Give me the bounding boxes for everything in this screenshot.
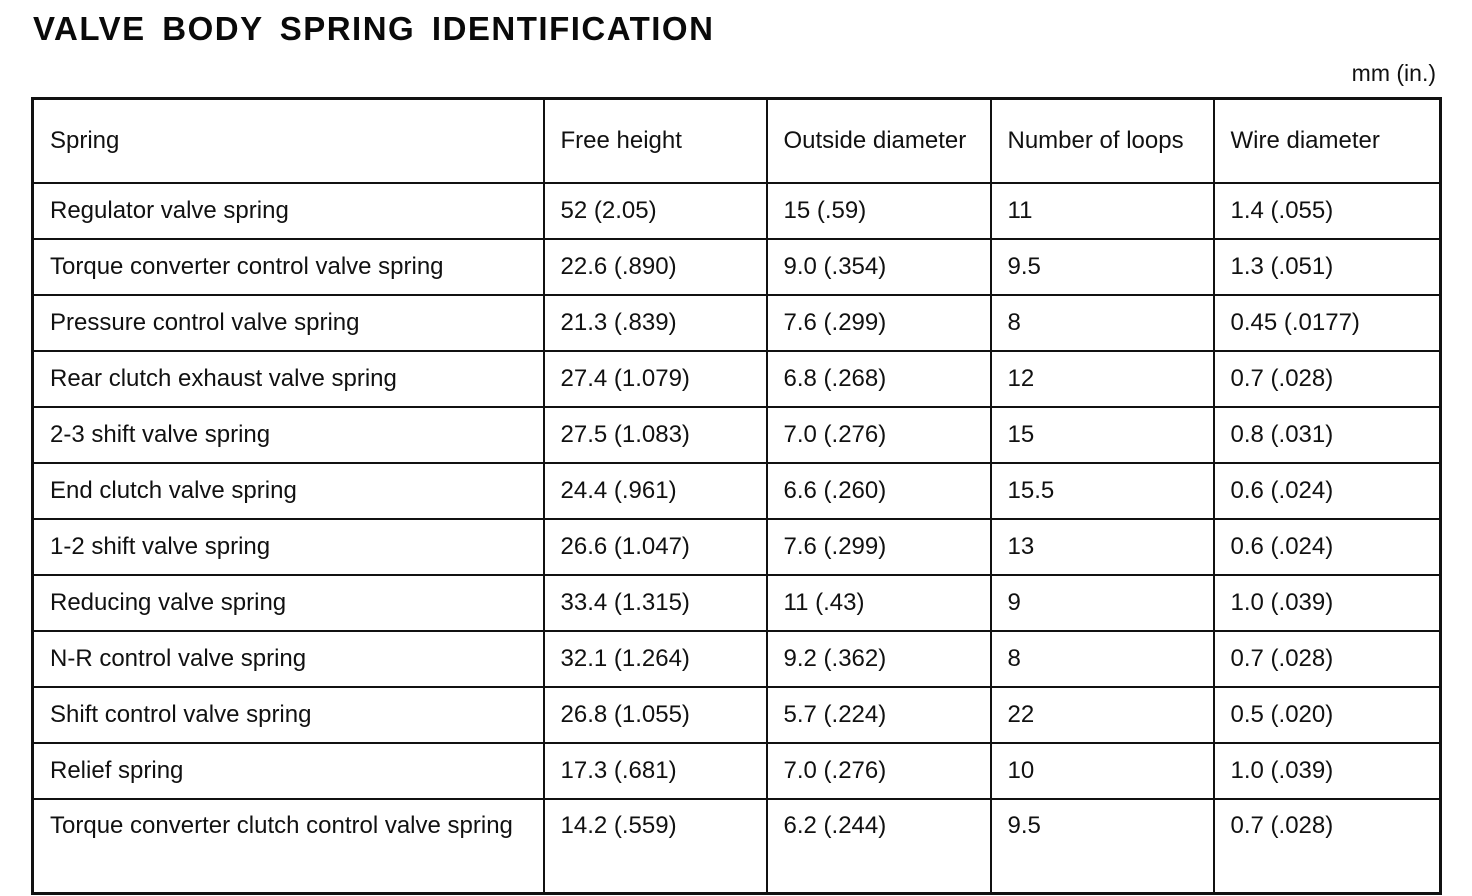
cell-number-of-loops: 8 <box>991 295 1214 351</box>
cell-number-of-loops: 9.5 <box>991 799 1214 894</box>
cell-outside-diameter: 11 (.43) <box>767 575 991 631</box>
cell-wire-diameter: 1.0 (.039) <box>1214 743 1441 799</box>
cell-wire-diameter: 0.6 (.024) <box>1214 463 1441 519</box>
cell-number-of-loops: 11 <box>991 183 1214 239</box>
table-row <box>33 743 1441 799</box>
cell-spring: Pressure control valve spring <box>33 295 544 351</box>
cell-wire-diameter: 1.3 (.051) <box>1214 239 1441 295</box>
cell-wire-diameter: 0.8 (.031) <box>1214 407 1441 463</box>
cell-free-height: 22.6 (.890) <box>544 239 767 295</box>
cell-wire-diameter: 0.6 (.024) <box>1214 519 1441 575</box>
cell-free-height: 27.5 (1.083) <box>544 407 767 463</box>
cell-free-height: 32.1 (1.264) <box>544 631 767 687</box>
cell-free-height: 33.4 (1.315) <box>544 575 767 631</box>
header-free-height: Free height <box>544 99 767 184</box>
cell-number-of-loops: 8 <box>991 631 1214 687</box>
header-outside-diameter: Outside diameter <box>767 99 991 184</box>
table-row <box>33 351 1441 407</box>
cell-outside-diameter: 7.0 (.276) <box>767 407 991 463</box>
cell-free-height: 17.3 (.681) <box>544 743 767 799</box>
header-spring: Spring <box>33 99 544 184</box>
cell-outside-diameter: 7.6 (.299) <box>767 519 991 575</box>
cell-number-of-loops: 13 <box>991 519 1214 575</box>
cell-number-of-loops: 9.5 <box>991 239 1214 295</box>
cell-outside-diameter: 6.8 (.268) <box>767 351 991 407</box>
cell-outside-diameter: 7.6 (.299) <box>767 295 991 351</box>
table-row <box>33 687 1441 743</box>
cell-number-of-loops: 22 <box>991 687 1214 743</box>
spring-spec-table <box>31 97 1442 895</box>
cell-spring: Rear clutch exhaust valve spring <box>33 351 544 407</box>
cell-spring: 2-3 shift valve spring <box>33 407 544 463</box>
cell-spring: Torque converter clutch control valve spring <box>33 799 544 894</box>
cell-outside-diameter: 7.0 (.276) <box>767 743 991 799</box>
cell-outside-diameter: 6.6 (.260) <box>767 463 991 519</box>
cell-outside-diameter: 6.2 (.244) <box>767 799 991 894</box>
table-row <box>33 631 1441 687</box>
table-row <box>33 407 1441 463</box>
cell-free-height: 52 (2.05) <box>544 183 767 239</box>
units-label: mm (in.) <box>1351 60 1436 86</box>
table-row <box>33 239 1441 295</box>
cell-outside-diameter: 9.2 (.362) <box>767 631 991 687</box>
cell-wire-diameter: 0.5 (.020) <box>1214 687 1441 743</box>
table-row <box>33 183 1441 239</box>
cell-number-of-loops: 9 <box>991 575 1214 631</box>
cell-spring: Shift control valve spring <box>33 687 544 743</box>
table-header <box>33 99 1441 184</box>
cell-free-height: 21.3 (.839) <box>544 295 767 351</box>
cell-spring: N-R control valve spring <box>33 631 544 687</box>
cell-spring: Torque converter control valve spring <box>33 239 544 295</box>
cell-free-height: 26.6 (1.047) <box>544 519 767 575</box>
cell-free-height: 14.2 (.559) <box>544 799 767 894</box>
table-row <box>33 295 1441 351</box>
cell-wire-diameter: 1.4 (.055) <box>1214 183 1441 239</box>
cell-free-height: 26.8 (1.055) <box>544 687 767 743</box>
cell-spring: Regulator valve spring <box>33 183 544 239</box>
cell-free-height: 24.4 (.961) <box>544 463 767 519</box>
cell-wire-diameter: 1.0 (.039) <box>1214 575 1441 631</box>
header-number-of-loops: Number of loops <box>991 99 1214 184</box>
table-body <box>33 183 1441 894</box>
table-row <box>33 463 1441 519</box>
cell-outside-diameter: 5.7 (.224) <box>767 687 991 743</box>
cell-spring: 1-2 shift valve spring <box>33 519 544 575</box>
cell-number-of-loops: 15 <box>991 407 1214 463</box>
cell-free-height: 27.4 (1.079) <box>544 351 767 407</box>
cell-number-of-loops: 15.5 <box>991 463 1214 519</box>
page-title: VALVE BODY SPRING IDENTIFICATION <box>33 10 715 47</box>
cell-spring: End clutch valve spring <box>33 463 544 519</box>
cell-number-of-loops: 10 <box>991 743 1214 799</box>
table-row <box>33 575 1441 631</box>
header-wire-diameter: Wire diameter <box>1214 99 1441 184</box>
cell-spring: Relief spring <box>33 743 544 799</box>
table-row <box>33 519 1441 575</box>
cell-outside-diameter: 9.0 (.354) <box>767 239 991 295</box>
cell-wire-diameter: 0.7 (.028) <box>1214 799 1441 894</box>
cell-outside-diameter: 15 (.59) <box>767 183 991 239</box>
cell-wire-diameter: 0.7 (.028) <box>1214 631 1441 687</box>
cell-wire-diameter: 0.45 (.0177) <box>1214 295 1441 351</box>
cell-spring: Reducing valve spring <box>33 575 544 631</box>
cell-number-of-loops: 12 <box>991 351 1214 407</box>
header-row <box>33 99 1441 184</box>
table-row <box>33 799 1441 894</box>
cell-wire-diameter: 0.7 (.028) <box>1214 351 1441 407</box>
